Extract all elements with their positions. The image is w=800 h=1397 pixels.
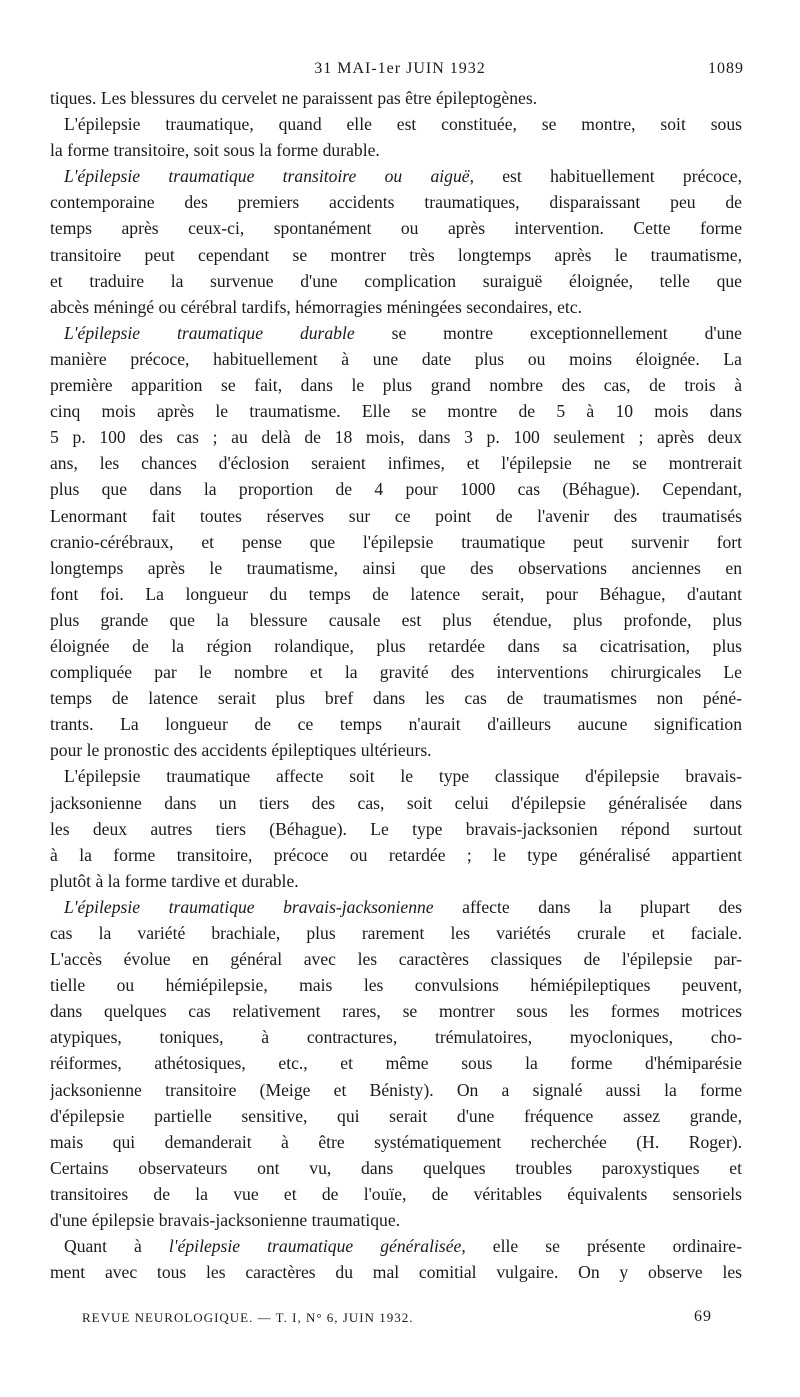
text-line [50, 842, 742, 868]
text-line [50, 555, 742, 581]
journal-reference: REVUE NEUROLOGIQUE. — T. I, N° 6, JUIN 1932. [82, 1310, 414, 1325]
line-text: transitoires de la vue et de l'ouïe, de véritables équivalents sensoriels [50, 1183, 742, 1204]
text-line [50, 424, 742, 450]
line-text: , est habituellement précoce, [469, 166, 742, 187]
text-line [50, 85, 742, 111]
text-line [50, 1077, 742, 1103]
line-text: dans quelques cas relativement rares, se montrer sous les formes motrices [50, 1001, 742, 1022]
line-text: mais qui demanderait à être systématiquement recherchée (H. Roger). [50, 1131, 742, 1152]
text-line [50, 111, 742, 137]
line-text: L'accès évolue en général avec les caractères classiques de l'épilepsie par- [50, 949, 742, 970]
sheet-signature: 69 [694, 1308, 712, 1325]
body-text [50, 85, 742, 1285]
page-footer [82, 1310, 712, 1330]
line-text: d'une épilepsie bravais-jacksonienne traumatique. [50, 1210, 401, 1231]
line-text: temps après ceux-ci, spontanément ou après intervention. Cette forme [50, 218, 742, 239]
text-line [50, 268, 742, 294]
line-text: première apparition se fait, dans le plus grand nombre des cas, de trois à [50, 375, 742, 396]
text-line [50, 972, 742, 998]
text-line [50, 398, 742, 424]
line-text: font foi. La longueur du temps de latence serait, pour Béhague, d'autant [50, 583, 742, 604]
italic-heading: L'épilepsie traumatique transitoire ou aiguë [64, 166, 470, 187]
line-text: éloignée de la région rolandique, plus retardée dans sa cicatrisation, plus [50, 635, 742, 656]
text-line [50, 737, 742, 763]
text-line [50, 1129, 742, 1155]
text-line [50, 163, 742, 189]
line-text: les deux autres tiers (Béhague). Le type bravais-jacksonien répond surtout [50, 818, 742, 839]
italic-heading: L'épilepsie traumatique durable [64, 322, 355, 343]
text-line [50, 607, 742, 633]
line-text: plutôt à la forme tardive et durable. [50, 870, 299, 891]
text-line [50, 503, 742, 529]
text-line [50, 137, 742, 163]
line-text: tiques. Les blessures du cervelet ne paraissent pas être épileptogènes. [50, 88, 538, 108]
line-text: pour le pronostic des accidents épileptiques ultérieurs. [50, 740, 432, 761]
text-line [50, 946, 742, 972]
text-line [50, 294, 742, 320]
line-text: Quant à [64, 1236, 169, 1257]
text-line [50, 790, 742, 816]
text-line [50, 685, 742, 711]
line-text: plus que dans la proportion de 4 pour 1000 cas (Béhague). Cependant, [50, 479, 742, 500]
line-text: et traduire la survenue d'une complication suraiguë éloignée, telle que [50, 270, 742, 291]
line-text: longtemps après le traumatisme, ainsi que des observations anciennes en [50, 557, 742, 578]
line-text: manière précoce, habituellement à une date plus ou moins éloignée. La [50, 348, 742, 369]
text-line [50, 763, 742, 789]
line-text: atypiques, toniques, à contractures, trémulatoires, myocloniques, cho- [50, 1027, 742, 1048]
running-header [50, 60, 750, 84]
line-text: abcès méningé ou cérébral tardifs, hémorragies méningées secondaires, etc. [50, 296, 582, 317]
line-text: L'épilepsie traumatique affecte soit le type classique d'épilepsie bravais- [64, 766, 742, 787]
text-line [50, 894, 742, 920]
line-text: réiformes, athétosiques, etc., et même sous la forme d'hémiparésie [50, 1053, 742, 1074]
text-line [50, 633, 742, 659]
line-text: tielle ou hémiépilepsie, mais les convulsions hémiépileptiques peuvent, [50, 975, 742, 996]
line-text: jacksonienne transitoire (Meige et Bénisty). On a signalé aussi la forme [50, 1079, 742, 1100]
line-text: cas la variété brachiale, plus rarement les variétés crurale et faciale. [50, 923, 742, 943]
text-line [50, 711, 742, 737]
line-text: d'épilepsie partielle sensitive, qui serait d'une fréquence assez grande, [50, 1105, 742, 1126]
text-line [50, 1259, 742, 1285]
text-line [50, 1024, 742, 1050]
italic-heading: l'épilepsie traumatique généralisée [168, 1236, 462, 1257]
line-text: à la forme transitoire, précoce ou retardée ; le type généralisé appartient [50, 844, 742, 865]
line-text: cranio-cérébraux, et pense que l'épilepsie traumatique peut survenir fort [50, 531, 742, 552]
text-line [50, 346, 742, 372]
text-line [50, 1181, 742, 1207]
line-text: Certains observateurs ont vu, dans quelques troubles paroxystiques et [50, 1157, 742, 1178]
line-text: cinq mois après le traumatisme. Elle se montre de 5 à 10 mois dans [50, 401, 742, 422]
line-text: L'épilepsie traumatique, quand elle est constituée, se montre, soit sous [64, 114, 742, 135]
line-text: compliquée par le nombre et la gravité des interventions chirurgicales Le [50, 662, 742, 683]
text-line [50, 816, 742, 842]
header-date: 31 MAI-1er JUIN 1932 [314, 60, 486, 77]
text-line [50, 868, 742, 894]
line-text: plus grande que la blessure causale est plus étendue, plus profonde, plus [50, 609, 742, 630]
text-line [50, 1050, 742, 1076]
line-text: affecte dans la plupart des [433, 896, 742, 917]
text-line [50, 476, 742, 502]
text-line [50, 920, 742, 946]
line-text: transitoire peut cependant se montrer très longtemps après le traumatisme, [50, 244, 742, 265]
text-line [50, 215, 742, 241]
line-text: ment avec tous les caractères du mal comitial vulgaire. On y observe les [50, 1262, 742, 1283]
line-text: , elle se présente ordinaire- [461, 1236, 742, 1257]
line-text: ans, les chances d'éclosion seraient infimes, et l'épilepsie ne se montrerait [50, 453, 742, 474]
text-line [50, 450, 742, 476]
text-line [50, 529, 742, 555]
text-line [50, 242, 742, 268]
line-text: contemporaine des premiers accidents traumatiques, disparaissant peu de [50, 192, 742, 213]
line-text: 5 p. 100 des cas ; au delà de 18 mois, dans 3 p. 100 seulement ; après deux [50, 427, 742, 448]
text-line [50, 659, 742, 685]
line-text: trants. La longueur de ce temps n'aurait d'ailleurs aucune signification [50, 714, 742, 735]
text-line [50, 1233, 742, 1259]
text-line [50, 320, 742, 346]
text-line [50, 1207, 742, 1233]
text-line [50, 581, 742, 607]
line-text: jacksonienne dans un tiers des cas, soit celui d'épilepsie généralisée dans [50, 792, 742, 813]
text-line [50, 1155, 742, 1181]
text-line [50, 189, 742, 215]
line-text: la forme transitoire, soit sous la forme durable. [50, 140, 380, 161]
text-line [50, 998, 742, 1024]
text-line [50, 372, 742, 398]
line-text: temps de latence serait plus bref dans les cas de traumatismes non péné- [50, 688, 742, 709]
italic-heading: L'épilepsie traumatique bravais-jacksonienne [64, 896, 434, 917]
line-text: se montre exceptionnellement d'une [354, 322, 742, 343]
text-line [50, 1103, 742, 1129]
line-text: Lenormant fait toutes réserves sur ce point de l'avenir des traumatisés [50, 505, 742, 526]
page-number: 1089 [708, 60, 744, 77]
